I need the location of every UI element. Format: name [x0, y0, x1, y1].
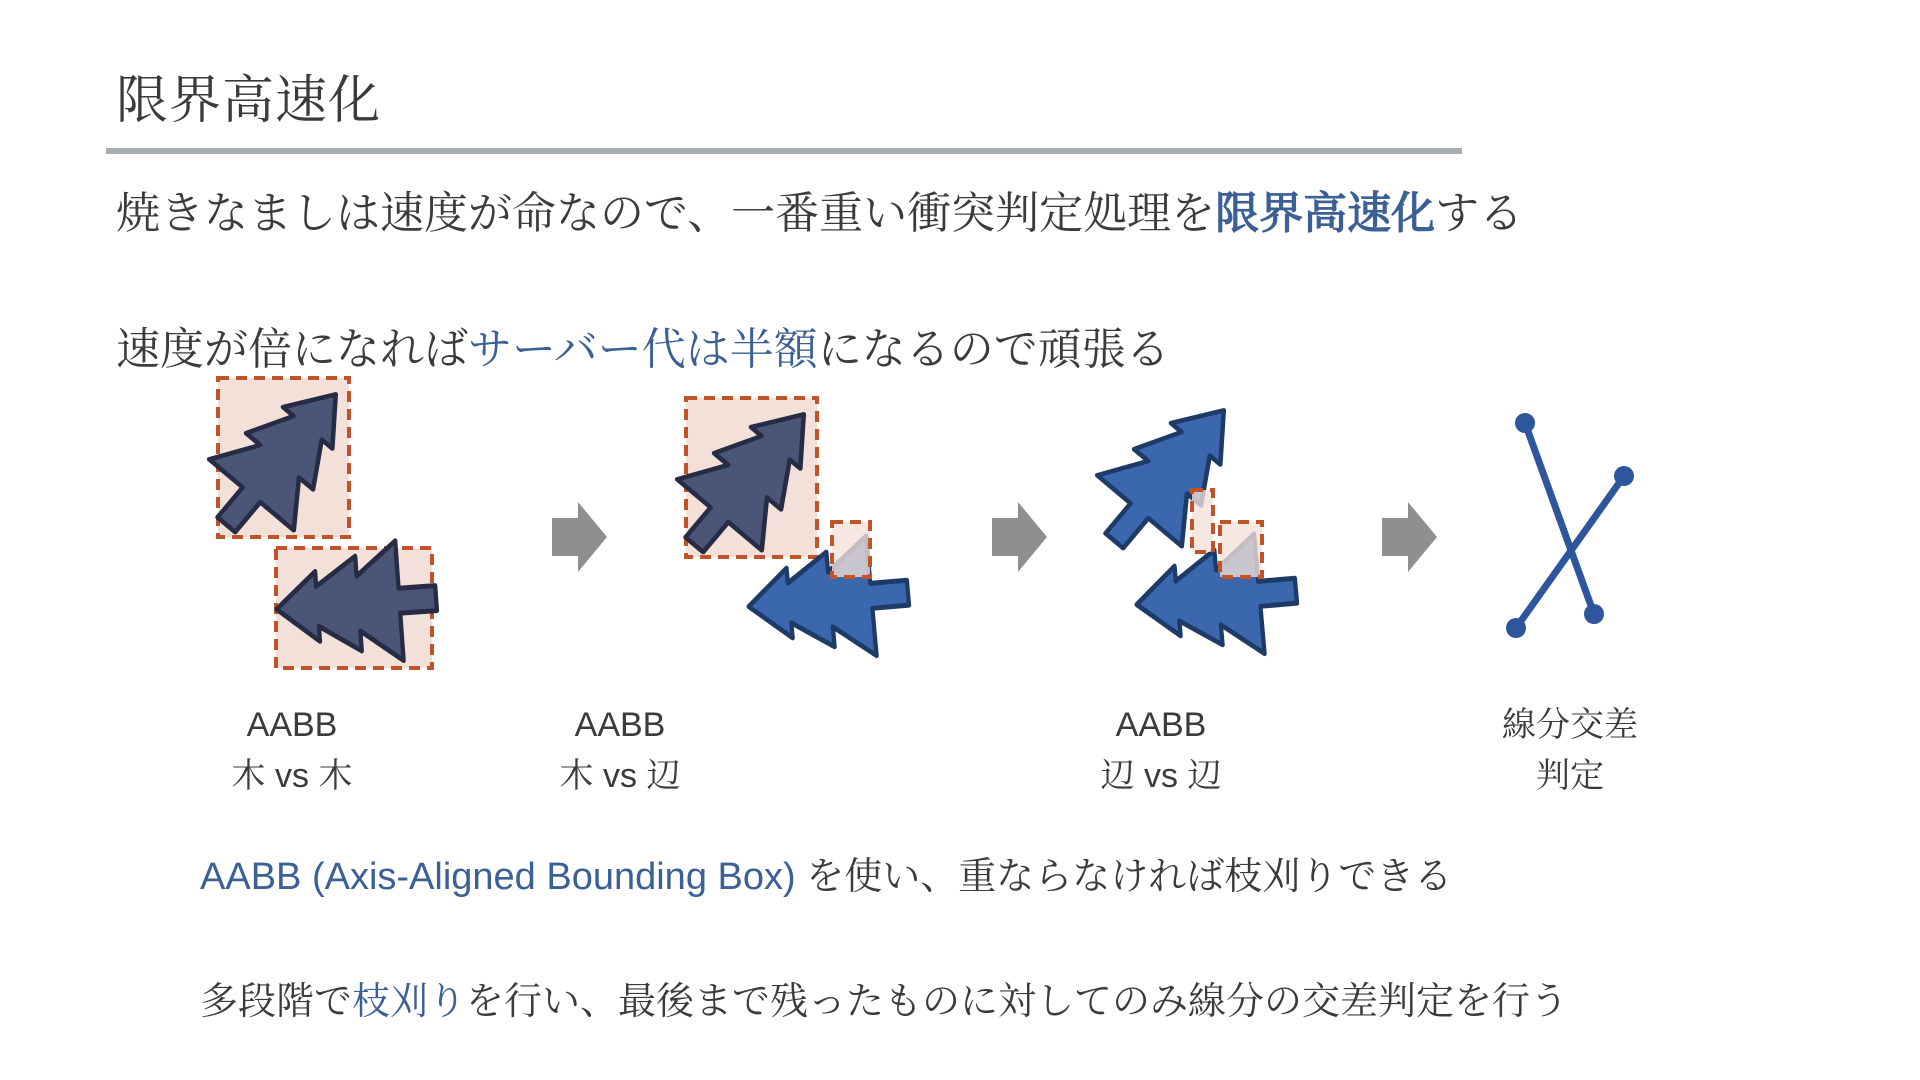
caption-line2-pre: 多段階で: [200, 980, 353, 1023]
stage3-label-line2: 辺 vs 辺: [1100, 757, 1222, 795]
aabb-box-stage3-edge2: [1220, 522, 1262, 577]
stage4-label-line2: 判定: [1536, 757, 1604, 795]
arrow-right-icon-2: [992, 502, 1047, 572]
paragraph-line2-pre: 速度が倍になれば: [116, 325, 468, 375]
tree-shape-stage3-b: [1131, 531, 1301, 664]
segment-endpoint-dot: [1614, 466, 1634, 486]
aabb-box-stage2-edge: [832, 522, 870, 577]
stage2-label-line2: 木 vs 辺: [559, 757, 681, 795]
paragraph-line2-post: になるので頑張る: [817, 325, 1170, 375]
caption-line1-post: を使い、重ならなければ枝刈りできる: [795, 856, 1453, 898]
stage1-label-line2: 木 vs 木: [231, 757, 353, 795]
line-segment-1: [1525, 423, 1594, 614]
arrow-right-icon-1: [552, 502, 607, 572]
caption-line2-post: を行い、最後まで残ったものに対してのみ線分の交差判定を行う: [466, 980, 1569, 1023]
segment-endpoint-dot: [1515, 413, 1535, 433]
stage1-label-line1: AABB: [246, 706, 338, 744]
page-title: 限界高速化: [116, 72, 382, 130]
segment-endpoint-dot: [1506, 618, 1526, 638]
segment-endpoint-dot: [1584, 604, 1604, 624]
paragraph-line1-pre: 焼きなましは速度が命なので、一番重い衝突判定処理を: [116, 189, 1216, 238]
paragraph-line1-post: する: [1435, 189, 1524, 238]
arrow-right-icon-3: [1382, 502, 1437, 572]
paragraph-line1-highlight: 限界高速化: [1215, 189, 1436, 238]
stage3-label-line1: AABB: [1115, 706, 1207, 744]
stage3-label: [1001, 700, 1321, 802]
caption-line1-highlight: AABB (Axis-Aligned Bounding Box): [200, 856, 796, 898]
stage4-label-line1: 線分交差: [1502, 706, 1638, 744]
stage2-label-line1: AABB: [574, 706, 666, 744]
stage1-label: [132, 700, 452, 802]
stage4-label: [1410, 700, 1730, 802]
aabb-box-stage3-edge1: [1192, 490, 1213, 552]
caption-paragraph: [200, 846, 1568, 1033]
line-segment-2: [1516, 476, 1624, 628]
paragraph-line2-highlight: サーバー代は半額: [468, 325, 818, 375]
caption-line2-highlight: 枝刈り: [352, 980, 467, 1023]
stage2-label: [460, 700, 780, 802]
